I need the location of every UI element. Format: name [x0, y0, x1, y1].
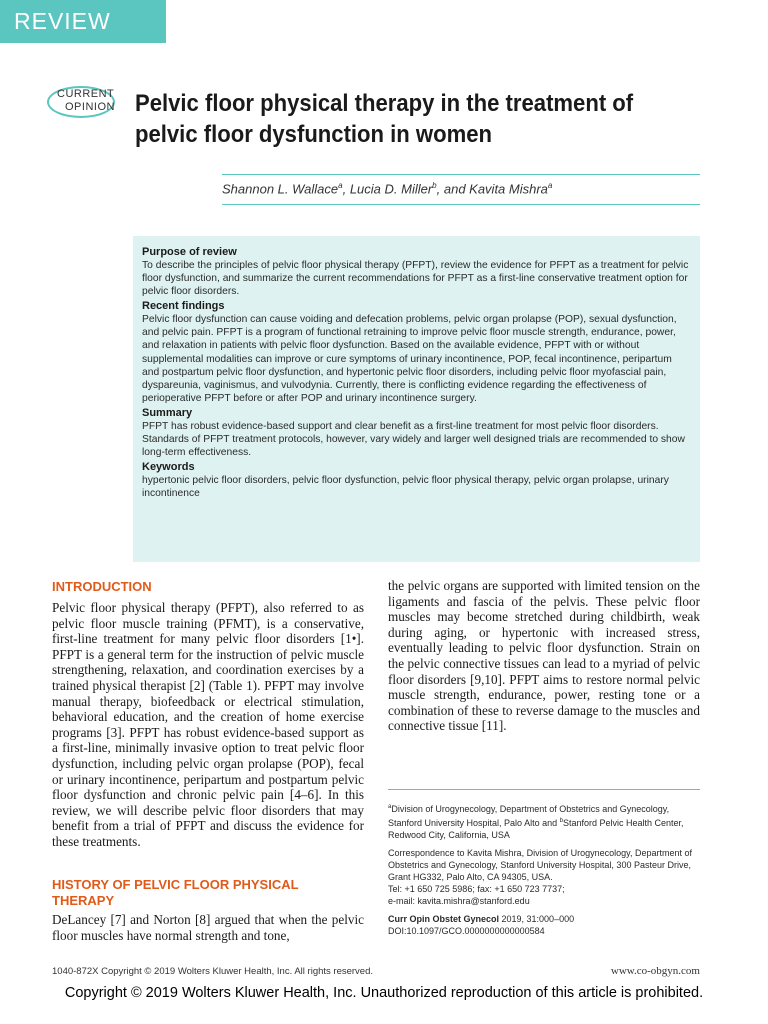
- abstract-box: [133, 236, 700, 562]
- affiliations-block: [388, 789, 700, 943]
- author-1-affil: a: [338, 181, 343, 190]
- column-2-text: the pelvic organs are supported with limited tension on the ligaments and fascia of the pelvis. These pelvic floor muscles may become stretched during childbirth, weak during aging, or hypertonic with increased stress, eventually leading to pelvic floor dysfunction. Strain on the pelvic connective tissues can lead to a myriad of pelvic floor disorders [9,10]. PFPT aims to restore normal pelvic muscle strength, endurance, power, resting tone or a combination of these to reverse damage to the muscles and connective tissue [11].: [388, 578, 700, 734]
- author-2: Lucia D. Miller: [349, 181, 433, 197]
- logo-line2: OPINION: [65, 101, 115, 113]
- contact-email[interactable]: e-mail: kavita.mishra@stanford.edu: [388, 896, 530, 906]
- current-opinion-logo: [47, 84, 117, 120]
- affiliation-b: Stanford Pelvic Health Center, Redwood City, California, USA: [388, 818, 684, 840]
- correspondence-block: [388, 847, 700, 907]
- author-3-affil: a: [547, 181, 553, 190]
- history-paragraph: [52, 912, 364, 943]
- author-1: Shannon L. Wallace: [222, 181, 339, 197]
- footer-journal-url[interactable]: www.co-obgyn.com: [610, 965, 700, 977]
- section-heading-history: HISTORY OF PELVIC FLOOR PHYSICAL THERAPY: [52, 877, 299, 908]
- affil-b-marker: b: [559, 818, 563, 824]
- doi[interactable]: DOI:10.1097/GCO.0000000000000584: [388, 926, 545, 936]
- introduction-paragraph: [52, 600, 364, 850]
- affiliation-a: Division of Urogynecology, Department of Obstetrics and Gynecology, Stanford University Hospital, Palo Alto and: [388, 804, 670, 828]
- correspondence-text: Correspondence to Kavita Mishra, Division of Urogynecology, Department of Obstetrics and Gynecology, Stanford University Hospital, 300 Pasteur Drive, Grant HG332, Palo Alto, CA 94305, USA.: [388, 848, 692, 882]
- author-list: Shannon L. Wallace$^a$, Lucia D. Miller$^b$, and Kavita Mishra$^a$: [222, 181, 553, 197]
- abstract-findings-heading: Recent findings: [142, 300, 225, 313]
- introduction-text: Pelvic floor physical therapy (PFPT), also referred to as pelvic floor muscle training (PFMT), is a conservative, first-line treatment for many pelvic floor disorders [1•]. PFPT is a general term for the instruction of pelvic muscle strengthening, relaxation, and coordination exercises by a trained physical therapist [2] (Table 1). PFPT may involve manual therapy, biofeedback or electrical stimulation, behavioral education, and the creation of home exercise programs [3]. PFPT has robust evidence-based support as a first-line, minimally invasive option to treat pelvic floor dysfunction, including pelvic organ prolapse (POP), fecal or urinary incontinence, peripartum and postpartum pelvic floor dysfunction and chronic pelvic pain [4–6]. In this review, we will describe pelvic floor disorders that may benefit from a trial of PFPT and discuss the evidence for these treatments.: [52, 600, 364, 849]
- abstract-purpose-text: To describe the principles of pelvic floor physical therapy (PFPT), review the evidence for PFPT as a treatment for pelvic floor dysfunction, and summarize the current recommendations for PFPT as a first-line conservative treatment option for pelvic floor disorders.: [142, 260, 689, 298]
- abstract-summary-heading: Summary: [142, 406, 193, 419]
- affiliation-lines: [388, 801, 700, 841]
- citation-block: [388, 913, 700, 937]
- abstract-keywords-heading: Keywords: [142, 461, 195, 474]
- affil-a-marker: a: [388, 804, 392, 810]
- journal-issue: 2019, 31:000–000: [499, 914, 575, 924]
- contact-tel: Tel: +1 650 725 5986; fax: +1 650 723 7737;: [388, 884, 565, 894]
- footer-copyright-line: 1040-872X Copyright © 2019 Wolters Kluwer Health, Inc. All rights reserved.: [52, 966, 374, 977]
- author-2-affil: b: [432, 181, 437, 190]
- column-2-paragraph: [388, 578, 700, 734]
- abstract-purpose-heading: Purpose of review: [142, 246, 237, 258]
- section-heading-introduction: INTRODUCTION: [52, 579, 152, 594]
- title-rule-bottom: [222, 204, 700, 205]
- copyright-notice: Copyright © 2019 Wolters Kluwer Health, Inc. Unauthorized reproduction of this article is prohibited.: [64, 985, 704, 1001]
- review-tag: REVIEW: [0, 0, 166, 43]
- history-text: DeLancey [7] and Norton [8] argued that when the pelvic floor muscles have normal strength and tone,: [52, 912, 364, 943]
- journal-name: Curr Opin Obstet Gynecol: [388, 914, 500, 924]
- logo-line1: CURRENT: [57, 88, 115, 100]
- title-rule-top: [222, 174, 700, 175]
- author-3: and Kavita Mishra: [443, 181, 548, 197]
- abstract-keywords-text: hypertonic pelvic floor disorders, pelvic floor dysfunction, pelvic floor physical therapy, pelvic organ prolapse, urinary incontinence: [142, 475, 669, 500]
- abstract-findings-text: Pelvic floor dysfunction can cause voiding and defecation problems, pelvic organ prolapse (POP), sexual dysfunction, and pelvic pain. PFPT is a program of functional retraining to improve pelvic floor muscle strength, endurance, power, and relaxation in patients with pelvic floor dysfunction. Based on the available evidence, PFPT with or without supplemental modalities can improve or cure symptoms of urinary incontinence, POP, fecal incontinence, peripartum and postpartum pelvic floor dysfunction, and hypertonic pelvic floor disorders, including pelvic floor myofascial pain, dyspareunia, vaginismus, and vulvodynia. Currently, there is conflicting evidence regarding the effectiveness of perioperative PFPT before or after POP and urinary incontinence surgery.: [142, 314, 677, 404]
- article-title: Pelvic floor physical therapy in the treatment of pelvic floor dysfunction in women: [135, 90, 634, 148]
- abstract-summary-text: PFPT has robust evidence-based support and clear benefit as a first-line treatment for most pelvic floor disorders. Standards of PFPT treatment protocols, however, vary widely and larger well designed trials are recommended to show long-term effectiveness.: [142, 420, 685, 459]
